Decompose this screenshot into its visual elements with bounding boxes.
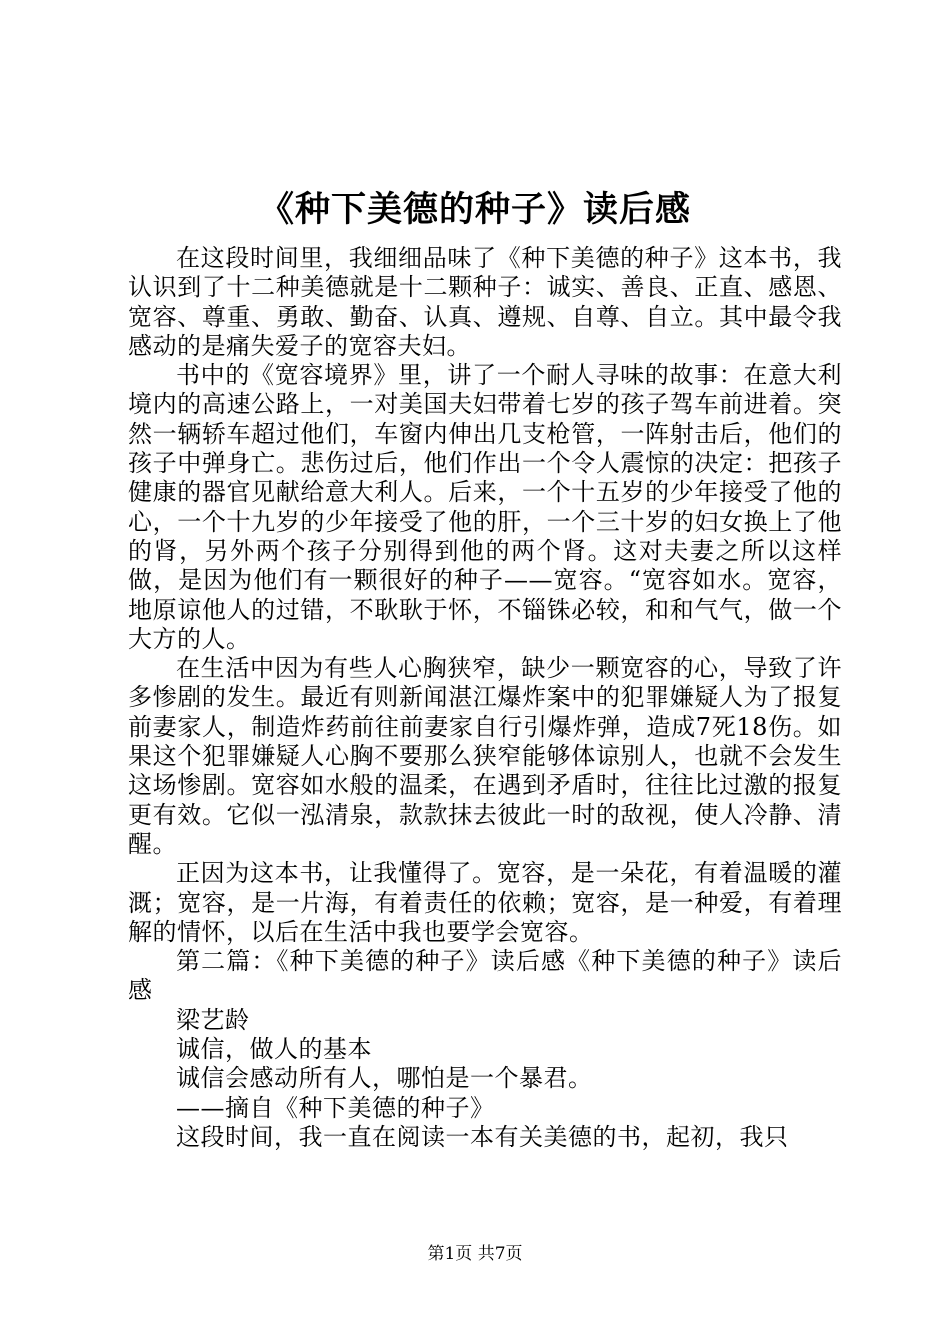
page-number-footer: 第1页 共7页 xyxy=(427,1244,523,1264)
paragraph: 正因为这本书，让我懂得了。宽容，是一朵花，有着温暖的灌溉；宽容，是一片海，有着责任的依赖；宽容，是一种爱，有着理解的情怀，以后在生活中我也要学会宽容。 xyxy=(128,859,842,946)
epigraph-source: ——摘自《种下美德的种子》 xyxy=(176,1093,495,1122)
paragraph: 在生活中因为有些人心胸狭窄，缺少一颗宽容的心，导致了许多惨剧的发生。最近有则新闻湛江爆炸案中的犯罪嫌疑人为了报复前妻家人，制造炸药前往前妻家自行引爆炸弹，造成7死18伤。如果这个犯罪嫌疑人心胸不要那么狭窄能够体谅别人，也就不会发生这场惨剧。宽容如水般的温柔，在遇到矛盾时，往往比过激的报复更有效。它似一泓清泉，款款抹去彼此一时的敌视，使人冷静、清醒。 xyxy=(128,654,842,858)
paragraph: 书中的《宽容境界》里，讲了一个耐人寻味的故事：在意大利境内的高速公路上，一对美国夫妇带着七岁的孩子驾车前进着。突然一辆轿车超过他们，车窗内伸出几支枪管，一阵射击后，他们的孩子中弹身亡。悲伤过后，他们作出一个令人震惊的决定：把孩子健康的器官见献给意大利人。后来，一个十五岁的少年接受了他的心，一个十九岁的少年接受了他的肝，一个三十岁的妇女换上了他的肾，另外两个孩子分别得到他的两个肾。这对夫妻之所以这样做，是因为他们有一颗很好的种子——宽容。“宽容如水。宽容，地原谅他人的过错，不耿耿于怀，不锱铢必较，和和气气，做一个大方的人。 xyxy=(128,361,842,653)
paragraph: 在这段时间里，我细细品味了《种下美德的种子》这本书，我认识到了十二种美德就是十二颗种子：诚实、善良、正直、感恩、宽容、尊重、勇敢、勤奋、认真、遵规、自尊、自立。其中最令我感动的是痛失爱子的宽容夫妇。 xyxy=(128,244,842,360)
document-body xyxy=(128,244,842,1152)
second-article-heading: 第二篇：《种下美德的种子》读后感《种下美德的种子》读后感 xyxy=(128,947,842,1005)
paragraph: 这段时间，我一直在阅读一本有关美德的书，起初，我只 xyxy=(176,1122,789,1151)
epigraph-quote: 诚信会感动所有人，哪怕是一个暴君。 xyxy=(176,1064,593,1093)
article-subtitle: 诚信，做人的基本 xyxy=(176,1035,372,1064)
document-title: 《种下美德的种子》读后感 xyxy=(258,189,691,230)
author-name: 梁艺龄 xyxy=(176,1005,250,1034)
